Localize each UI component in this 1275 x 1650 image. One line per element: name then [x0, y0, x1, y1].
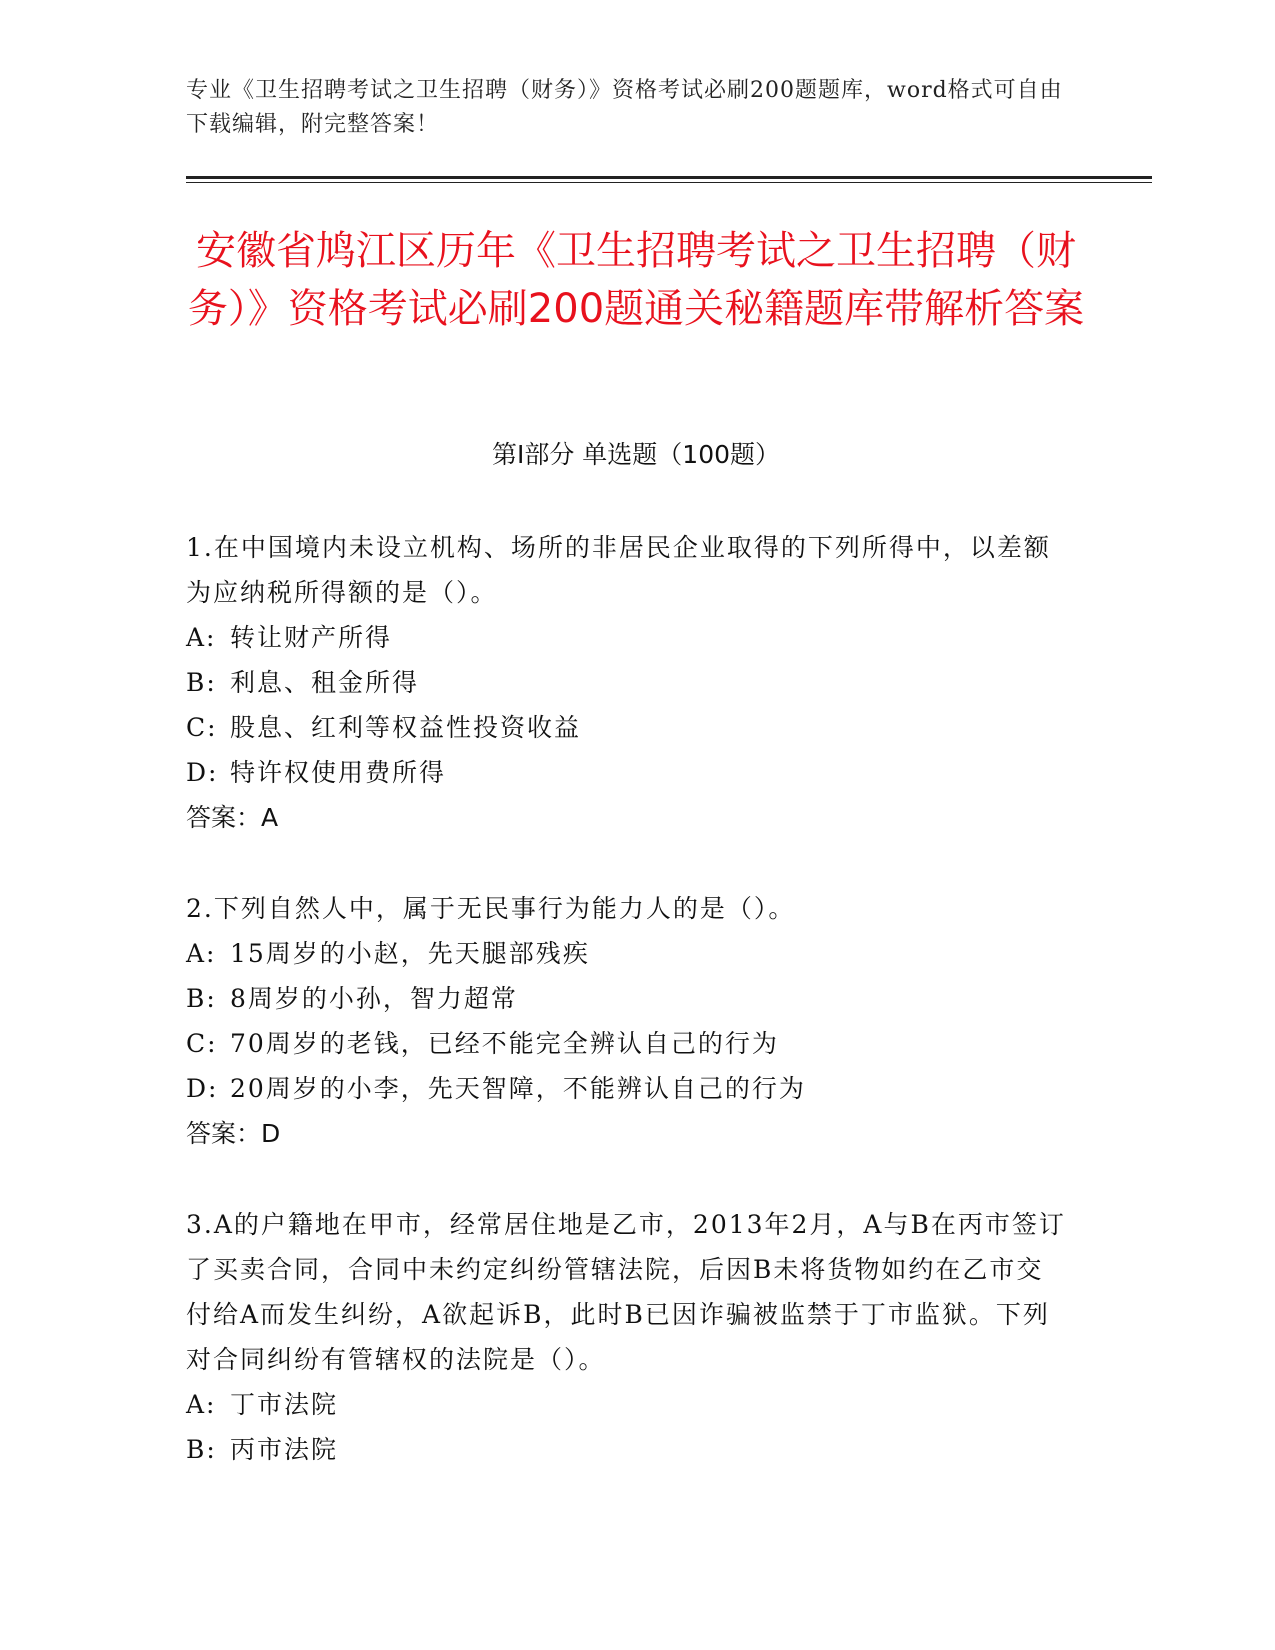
question-3: [186, 1202, 1066, 1472]
answer-line: 答案：D: [186, 1119, 281, 1148]
header-divider-thick: [186, 176, 1152, 179]
option-c: [186, 1021, 1066, 1066]
option-a: [186, 615, 1066, 660]
question-list: [186, 525, 1066, 1518]
option-letter: A:: [186, 939, 217, 968]
option-text: 转让财产所得: [230, 623, 393, 652]
question-1: [186, 525, 1066, 840]
option-c: [186, 705, 1066, 750]
option-d: [186, 1066, 1066, 1111]
header-note: 专业《卫生招聘考试之卫生招聘（财务）》资格考试必刷200题题库，word格式可自由下载编辑，附完整答案！: [186, 78, 1063, 137]
option-letter: B:: [186, 668, 217, 697]
option-text: 特许权使用费所得: [230, 758, 447, 787]
option-letter: A:: [186, 1390, 217, 1419]
option-a: [186, 1382, 1066, 1427]
answer-line: 答案：A: [186, 803, 279, 832]
option-letter: C:: [186, 713, 218, 742]
option-text: 70周岁的老钱，已经不能完全辨认自己的行为: [230, 1029, 779, 1058]
option-letter: D:: [186, 1074, 219, 1103]
option-text: 15周岁的小赵，先天腿部残疾: [230, 939, 590, 968]
option-letter: B:: [186, 984, 217, 1013]
option-letter: A:: [186, 623, 217, 652]
question-stem: 1.在中国境内未设立机构、场所的非居民企业取得的下列所得中，以差额为应纳税所得额的是（）。: [186, 533, 1051, 607]
option-letter: D:: [186, 758, 219, 787]
option-text: 丁市法院: [230, 1390, 339, 1419]
question-stem: 3.A的户籍地在甲市，经常居住地是乙市，2013年2月，A与B在丙市签订了买卖合同，合同中未约定纠纷管辖法院，后因B未将货物如约在乙市交付给A而发生纠纷，A欲起诉B，此时B已因诈骗被监禁于丁市监狱。下列对合同纠纷有管辖权的法院是（）。: [186, 1210, 1066, 1374]
option-text: 股息、红利等权益性投资收益: [230, 713, 582, 742]
option-b: [186, 1427, 1066, 1472]
option-text: 8周岁的小孙，智力超常: [230, 984, 518, 1013]
option-text: 丙市法院: [230, 1435, 339, 1464]
document-title: 安徽省鸠江区历年《卫生招聘考试之卫生招聘（财务）》资格考试必刷200题通关秘籍题库带解析答案: [187, 228, 1085, 332]
question-stem: 2.下列自然人中，属于无民事行为能力人的是（）。: [186, 894, 796, 923]
option-text: 利息、租金所得: [230, 668, 420, 697]
option-letter: C:: [186, 1029, 218, 1058]
option-b: [186, 976, 1066, 1021]
option-d: [186, 750, 1066, 795]
option-letter: B:: [186, 1435, 217, 1464]
header-divider-thin: [186, 182, 1152, 183]
option-text: 20周岁的小李，先天智障，不能辨认自己的行为: [230, 1074, 806, 1103]
question-2: [186, 886, 1066, 1156]
option-b: [186, 660, 1066, 705]
section-heading: 第Ⅰ部分 单选题（100题）: [491, 440, 781, 469]
option-a: [186, 931, 1066, 976]
